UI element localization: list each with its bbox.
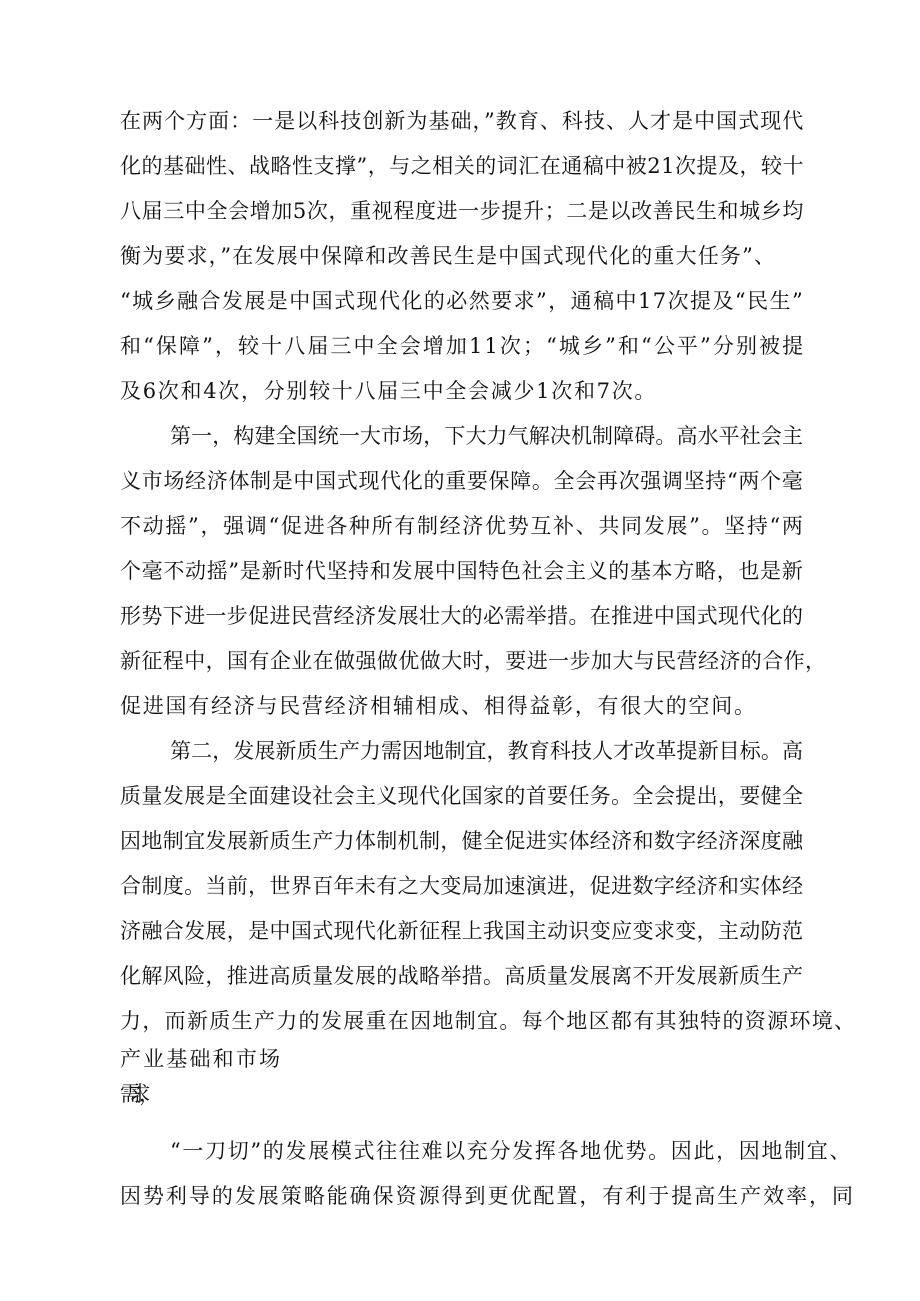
- text-line: 因地制宜发展新质生产力体制机制，健全促进实体经济和数字经济深度融: [120, 829, 804, 853]
- text-line: 化的基础性、战略性支撑”，与之相关的词汇在通稿中被21次提及，较十: [120, 154, 804, 178]
- text-line: “城乡融合发展是中国式现代化的必然要求”，通稿中17次提及“民生”: [120, 289, 805, 313]
- text-line: 八届三中全会增加5次，重视程度进一步提升；二是以改善民生和城乡均: [120, 199, 804, 223]
- text-line: 及6次和4次，分别较十八届三中全会减少1次和7次。: [120, 379, 658, 403]
- text-line: 产业基础和市场: [120, 1047, 283, 1071]
- text-line: 力，而新质生产力的发展重在因地制宜。每个地区都有其独特的资源环境、: [120, 1009, 857, 1033]
- text-line: 合制度。当前，世界百年未有之大变局加速演进，促进数字经济和实体经: [120, 874, 804, 898]
- paragraph-first-line: “一刀切”的发展模式往往难以充分发挥各地优势。因此，因地制宜、: [170, 1139, 853, 1163]
- paragraph-first-line: 第一，构建全国统一大市场，下大力气解决机制障碍。高水平社会主: [170, 424, 804, 448]
- text-line: 因势利导的发展策略能确保资源得到更优配置，有利于提高生产效率，同: [120, 1184, 855, 1208]
- text-line: 衡为要求，”在发展中保障和改善民生是中国式现代化的重大任务”、: [120, 244, 777, 268]
- text-line: 质量发展是全面建设社会主义现代化国家的首要任务。全会提出，要健全: [120, 784, 804, 808]
- text-line: 新征程中，国有企业在做强做优做大时，要进一步加大与民营经济的合作，: [120, 649, 827, 673]
- text-line: 不动摇”，强调“促进各种所有制经济优势互补、共同发展”。坚持“两: [120, 514, 805, 538]
- text-line: 个毫不动摇”是新时代坚持和发展中国特色社会主义的基本方略，也是新: [120, 559, 804, 583]
- text-line: 促进国有经济与民营经济相辅相成、相得益彰，有很大的空间。: [120, 694, 757, 718]
- text-line: 需求，: [120, 1082, 149, 1106]
- text-line: 化解风险，推进高质量发展的战略举措。高质量发展离不开发展新质生产: [120, 964, 804, 988]
- text-line: 形势下进一步促进民营经济发展壮大的必需举措。在推进中国式现代化的: [120, 604, 804, 628]
- text-line: 在两个方面：一是以科技创新为基础，”教育、科技、人才是中国式现代: [120, 109, 805, 133]
- text-line: 济融合发展，是中国式现代化新征程上我国主动识变应变求变，主动防范: [120, 919, 804, 943]
- paragraph-first-line: 第二，发展新质生产力需因地制宜，教育科技人才改革提新目标。高: [170, 739, 804, 763]
- text-line: 和“保障”，较十八届三中全会增加11次；“城乡”和“公平”分别被提: [120, 334, 806, 358]
- text-line: 义市场经济体制是中国式现代化的重要保障。全会再次强调坚持“两个毫: [120, 469, 804, 493]
